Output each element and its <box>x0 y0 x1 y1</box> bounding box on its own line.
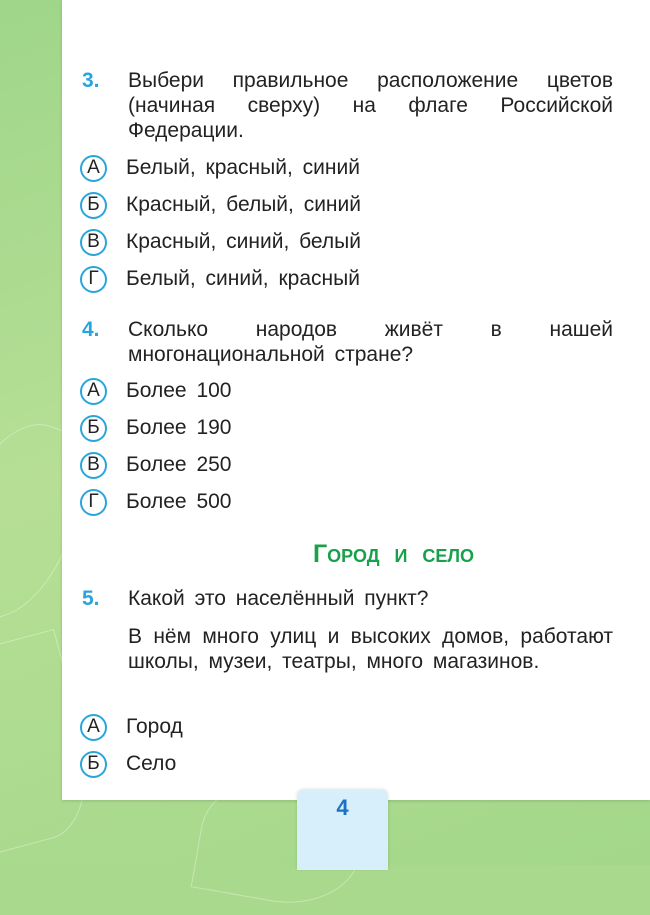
page-number: 4 <box>297 790 388 870</box>
option[interactable] <box>80 376 231 406</box>
question-number: 3. <box>82 69 100 92</box>
option-letter: Г <box>80 266 107 293</box>
option-letter: Б <box>80 751 107 778</box>
question-text: Выбери правильное расположение цветов (начиная сверху) на флаге Российской Федерации. <box>128 69 613 142</box>
option-letter: Б <box>80 415 107 442</box>
option[interactable] <box>80 227 361 257</box>
option[interactable] <box>80 487 231 517</box>
option[interactable] <box>80 264 360 294</box>
option-text: Белый, синий, красный <box>126 267 360 290</box>
option-letter: В <box>80 452 107 479</box>
option-letter: В <box>80 229 107 256</box>
question-number: 4. <box>82 318 100 341</box>
option-text: Более 190 <box>126 416 232 439</box>
option-letter: А <box>80 155 107 182</box>
option[interactable] <box>80 413 231 443</box>
option-letter: Г <box>80 489 107 516</box>
option-text: Белый, красный, синий <box>126 156 360 179</box>
option-letter: А <box>80 378 107 405</box>
option-text: Более 100 <box>126 379 232 402</box>
option-text: Красный, синий, белый <box>126 230 361 253</box>
option[interactable] <box>80 153 360 183</box>
question-text: Какой это населённый пункт? <box>128 587 429 610</box>
option-text: Село <box>126 752 177 775</box>
section-title: Город и село <box>313 540 474 568</box>
option-text: Более 250 <box>126 453 232 476</box>
option-text: Город <box>126 715 183 738</box>
option[interactable] <box>80 749 176 779</box>
question-description: В нём много улиц и высоких домов, работают школы, музеи, театры, много магазинов. <box>128 625 613 673</box>
option-text: Более 500 <box>126 490 232 513</box>
question-text: Сколько народов живёт в нашей многонациональной стране? <box>128 318 613 366</box>
option-letter: А <box>80 714 107 741</box>
question-number: 5. <box>82 587 100 610</box>
option-text: Красный, белый, синий <box>126 193 361 216</box>
option[interactable] <box>80 712 183 742</box>
option[interactable] <box>80 190 361 220</box>
option[interactable] <box>80 450 231 480</box>
option-letter: Б <box>80 192 107 219</box>
